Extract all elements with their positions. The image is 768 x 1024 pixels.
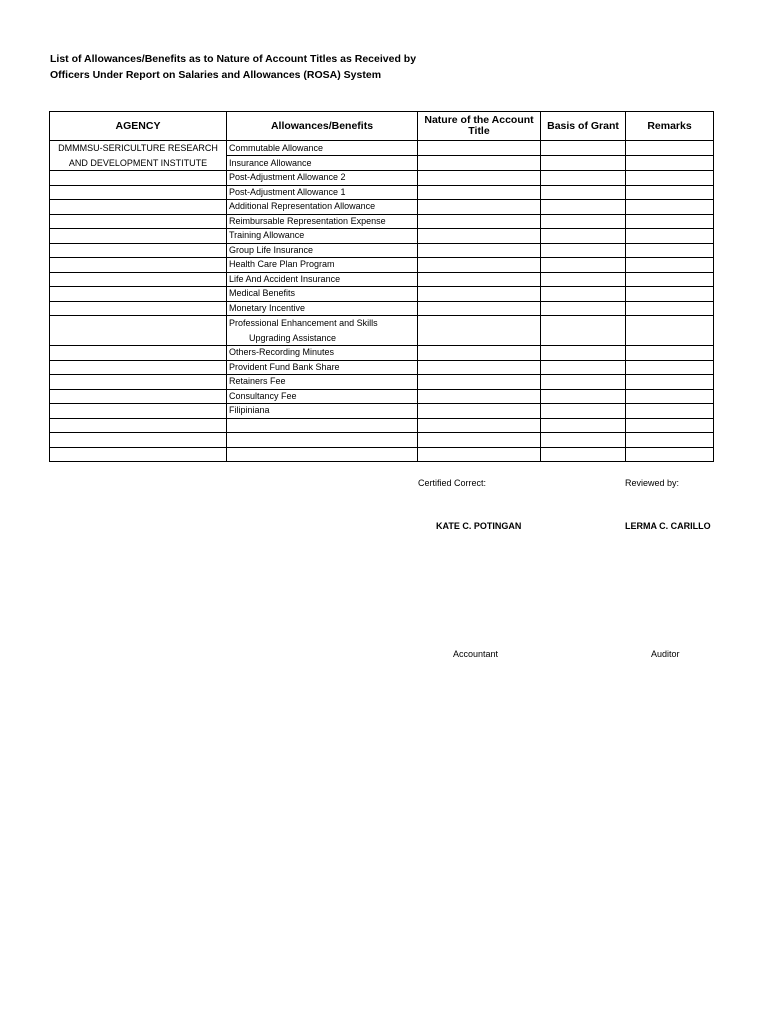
reviewer-name: LERMA C. CARILLO — [625, 521, 711, 531]
allowance-cell: Provident Fund Bank Share — [227, 360, 418, 375]
nature-cell — [418, 200, 541, 215]
allowance-cell: Others-Recording Minutes — [227, 346, 418, 361]
agency-cell — [50, 447, 227, 462]
header-basis: Basis of Grant — [541, 112, 626, 141]
nature-cell — [418, 360, 541, 375]
reviewed-by-label: Reviewed by: — [625, 478, 680, 488]
nature-cell — [418, 214, 541, 229]
nature-cell — [418, 433, 541, 448]
remarks-cell — [626, 389, 714, 404]
table-row — [50, 316, 714, 346]
nature-cell — [418, 141, 541, 156]
basis-cell — [541, 360, 626, 375]
allowance-cell: Insurance Allowance — [227, 156, 418, 171]
remarks-cell — [626, 346, 714, 361]
basis-cell — [541, 258, 626, 273]
allowances-table — [49, 111, 714, 462]
remarks-cell — [626, 243, 714, 258]
allowance-cell-line-1: Professional Enhancement and Skills — [229, 318, 378, 328]
basis-cell — [541, 214, 626, 229]
nature-cell — [418, 171, 541, 186]
basis-cell — [541, 185, 626, 200]
nature-cell — [418, 301, 541, 316]
table-row — [50, 258, 714, 273]
agency-cell — [50, 141, 227, 171]
allowance-cell: Filipiniana — [227, 404, 418, 419]
basis-cell — [541, 287, 626, 302]
certified-correct-label: Certified Correct: — [418, 478, 487, 488]
table-row — [50, 272, 714, 287]
remarks-cell — [626, 214, 714, 229]
basis-cell — [541, 141, 626, 156]
table-row — [50, 346, 714, 361]
reviewer-position: Auditor — [651, 649, 680, 659]
table-row — [50, 301, 714, 316]
header-remarks: Remarks — [626, 112, 714, 141]
remarks-cell — [626, 185, 714, 200]
remarks-cell — [626, 301, 714, 316]
allowance-cell: Monetary Incentive — [227, 301, 418, 316]
allowance-cell: Training Allowance — [227, 229, 418, 244]
agency-cell — [50, 243, 227, 258]
nature-cell — [418, 156, 541, 171]
table-row — [50, 447, 714, 462]
title-line-2: Officers Under Report on Salaries and Allowances (ROSA) System — [50, 69, 382, 81]
table-row — [50, 287, 714, 302]
allowance-cell: Additional Representation Allowance — [227, 200, 418, 215]
agency-cell — [50, 171, 227, 186]
nature-cell — [418, 404, 541, 419]
header-allowances: Allowances/Benefits — [227, 112, 418, 141]
allowance-cell — [227, 418, 418, 433]
nature-cell — [418, 389, 541, 404]
remarks-cell — [626, 141, 714, 156]
allowance-cell: Life And Accident Insurance — [227, 272, 418, 287]
allowance-cell — [227, 447, 418, 462]
basis-cell — [541, 200, 626, 215]
remarks-cell — [626, 171, 714, 186]
agency-cell — [50, 346, 227, 361]
table-row — [50, 389, 714, 404]
remarks-cell — [626, 418, 714, 433]
agency-cell — [50, 229, 227, 244]
basis-cell — [541, 171, 626, 186]
table-row — [50, 404, 714, 419]
basis-cell — [541, 301, 626, 316]
allowance-cell — [227, 316, 418, 346]
remarks-cell — [626, 272, 714, 287]
agency-cell — [50, 185, 227, 200]
agency-cell — [50, 433, 227, 448]
agency-cell — [50, 258, 227, 273]
agency-cell — [50, 316, 227, 346]
remarks-cell — [626, 433, 714, 448]
basis-cell — [541, 229, 626, 244]
basis-cell — [541, 418, 626, 433]
nature-cell — [418, 229, 541, 244]
table-row — [50, 141, 714, 156]
nature-cell — [418, 447, 541, 462]
table-row — [50, 200, 714, 215]
nature-cell — [418, 272, 541, 287]
remarks-cell — [626, 447, 714, 462]
nature-cell — [418, 258, 541, 273]
allowance-cell — [227, 433, 418, 448]
table-row — [50, 185, 714, 200]
allowance-cell: Retainers Fee — [227, 375, 418, 390]
table-header-row — [50, 112, 714, 141]
basis-cell — [541, 316, 626, 346]
basis-cell — [541, 346, 626, 361]
nature-cell — [418, 185, 541, 200]
agency-cell — [50, 418, 227, 433]
agency-cell — [50, 360, 227, 375]
title-line-1: List of Allowances/Benefits as to Nature of Account Titles as Received by — [50, 53, 417, 65]
agency-line-2: AND DEVELOPMENT INSTITUTE — [68, 157, 208, 168]
nature-cell — [418, 243, 541, 258]
allowance-cell: Group Life Insurance — [227, 243, 418, 258]
remarks-cell — [626, 258, 714, 273]
agency-cell — [50, 287, 227, 302]
table-row — [50, 171, 714, 186]
basis-cell — [541, 272, 626, 287]
agency-cell — [50, 301, 227, 316]
remarks-cell — [626, 375, 714, 390]
table-row — [50, 214, 714, 229]
basis-cell — [541, 433, 626, 448]
agency-cell — [50, 272, 227, 287]
allowance-cell: Medical Benefits — [227, 287, 418, 302]
remarks-cell — [626, 316, 714, 346]
allowance-cell: Commutable Allowance — [227, 141, 418, 156]
certifier-position: Accountant — [453, 649, 499, 659]
table-row — [50, 433, 714, 448]
basis-cell — [541, 389, 626, 404]
nature-cell — [418, 346, 541, 361]
nature-cell — [418, 418, 541, 433]
agency-cell — [50, 214, 227, 229]
basis-cell — [541, 156, 626, 171]
certifier-name: KATE C. POTINGAN — [436, 521, 522, 531]
agency-cell — [50, 389, 227, 404]
allowance-cell: Health Care Plan Program — [227, 258, 418, 273]
remarks-cell — [626, 156, 714, 171]
document-title — [50, 51, 470, 83]
agency-line-1: DMMMSU-SERICULTURE RESEARCH — [58, 143, 218, 153]
allowance-cell-line-2: Upgrading Assistance — [249, 332, 337, 343]
nature-cell — [418, 287, 541, 302]
agency-cell — [50, 404, 227, 419]
basis-cell — [541, 375, 626, 390]
table-row — [50, 375, 714, 390]
header-nature: Nature of the Account Title — [418, 112, 541, 141]
table-row — [50, 243, 714, 258]
basis-cell — [541, 243, 626, 258]
agency-cell — [50, 200, 227, 215]
allowance-cell: Reimbursable Representation Expense — [227, 214, 418, 229]
header-agency: AGENCY — [50, 112, 227, 141]
table-row — [50, 360, 714, 375]
nature-cell — [418, 316, 541, 346]
remarks-cell — [626, 360, 714, 375]
allowance-cell: Post-Adjustment Allowance 1 — [227, 185, 418, 200]
remarks-cell — [626, 404, 714, 419]
nature-cell — [418, 375, 541, 390]
basis-cell — [541, 447, 626, 462]
remarks-cell — [626, 287, 714, 302]
table-row — [50, 229, 714, 244]
table-row — [50, 418, 714, 433]
remarks-cell — [626, 229, 714, 244]
allowance-cell: Post-Adjustment Allowance 2 — [227, 171, 418, 186]
agency-cell — [50, 375, 227, 390]
basis-cell — [541, 404, 626, 419]
remarks-cell — [626, 200, 714, 215]
allowance-cell: Consultancy Fee — [227, 389, 418, 404]
